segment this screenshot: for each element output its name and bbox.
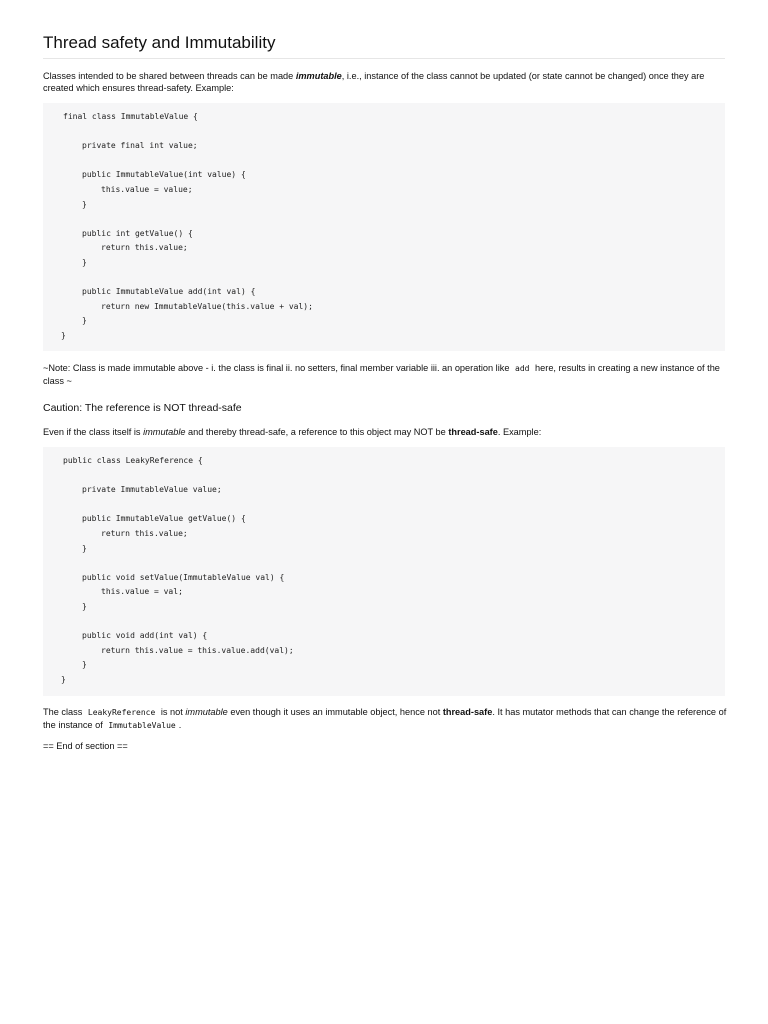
page-title: Thread safety and Immutability [43,33,276,52]
leaky-code-immutable: ImmutableValue [108,721,176,730]
code-line: private final int value; [82,141,198,151]
code-line: this.value = value; [101,185,193,194]
code-block-leaky-reference [43,447,725,696]
code-line: } [82,602,87,611]
leaky-text: The class [43,707,85,717]
end-of-section: == End of section == [43,741,128,751]
code-line: public ImmutableValue add(int val) { [82,287,256,297]
title-divider [43,58,725,59]
note-paragraph [43,362,727,387]
code-line: public int getValue() { [82,228,193,238]
caution-text-mid: and thereby thread-safe, a reference to this object may NOT be [185,427,449,437]
code-line: public class LeakyReference { [63,456,203,465]
code-line: this.value = val; [101,587,183,597]
code-line: public ImmutableValue getValue() { [82,514,246,524]
code-line: public void setValue(ImmutableValue val) { [82,572,285,582]
leaky-text-mid1: is not [158,707,186,717]
code-line: return this.value; [101,529,188,538]
caution-heading: Caution: The reference is NOT thread-safe [43,402,242,414]
leaky-paragraph [43,706,727,732]
leaky-emphasis: immutable [185,707,228,717]
code-line: return this.value; [101,243,188,253]
code-line: } [82,543,87,553]
leaky-text-mid3: . It has mutator methods that can change the reference of the instance of [43,707,727,730]
code-line: } [82,258,87,267]
caution-strong: thread-safe [448,427,498,437]
code-line: public void add(int val) { [82,631,208,641]
code-line: private ImmutableValue value; [82,485,222,495]
caution-paragraph [43,426,727,438]
code-line: } [61,331,66,340]
leaky-text-mid2: even though it uses an immutable object, hence not [227,707,443,717]
code-line: } [61,675,66,684]
code-line: return new ImmutableValue(this.value + val); [101,301,313,311]
code-line: } [82,199,87,209]
note-text-end: here, results in creating a new instance of the class ~ [43,363,720,386]
code-block-immutable-value [43,103,725,351]
code-line: return this.value = this.value.add(val); [101,645,294,655]
intro-text-end: , i.e., instance of the class cannot be updated (or state cannot be changed) once they are created which ensures thread-safety. Example: [43,71,705,93]
note-code: add [515,364,530,373]
code-line: final class ImmutableValue { [63,112,198,121]
code-line: } [82,660,87,670]
leaky-strong: thread-safe [442,707,493,717]
code-line: public ImmutableValue(int value) { [82,170,246,180]
caution-emphasis: immutable [143,427,186,437]
code-line: } [82,316,87,326]
caution-text: Even if the class itself is [43,427,144,437]
note-text: ~Note: Class is made immutable above - i. the class is final ii. no setters, final member variable iii. an operation like [43,363,513,373]
caution-text-end: . Example: [497,427,542,437]
intro-emphasis: immutable [295,71,342,81]
intro-paragraph [43,70,727,94]
leaky-code-class: LeakyReference [87,708,156,717]
intro-text: Classes intended to be shared between threads can be made [43,71,296,81]
leaky-text-end: . [178,720,182,730]
